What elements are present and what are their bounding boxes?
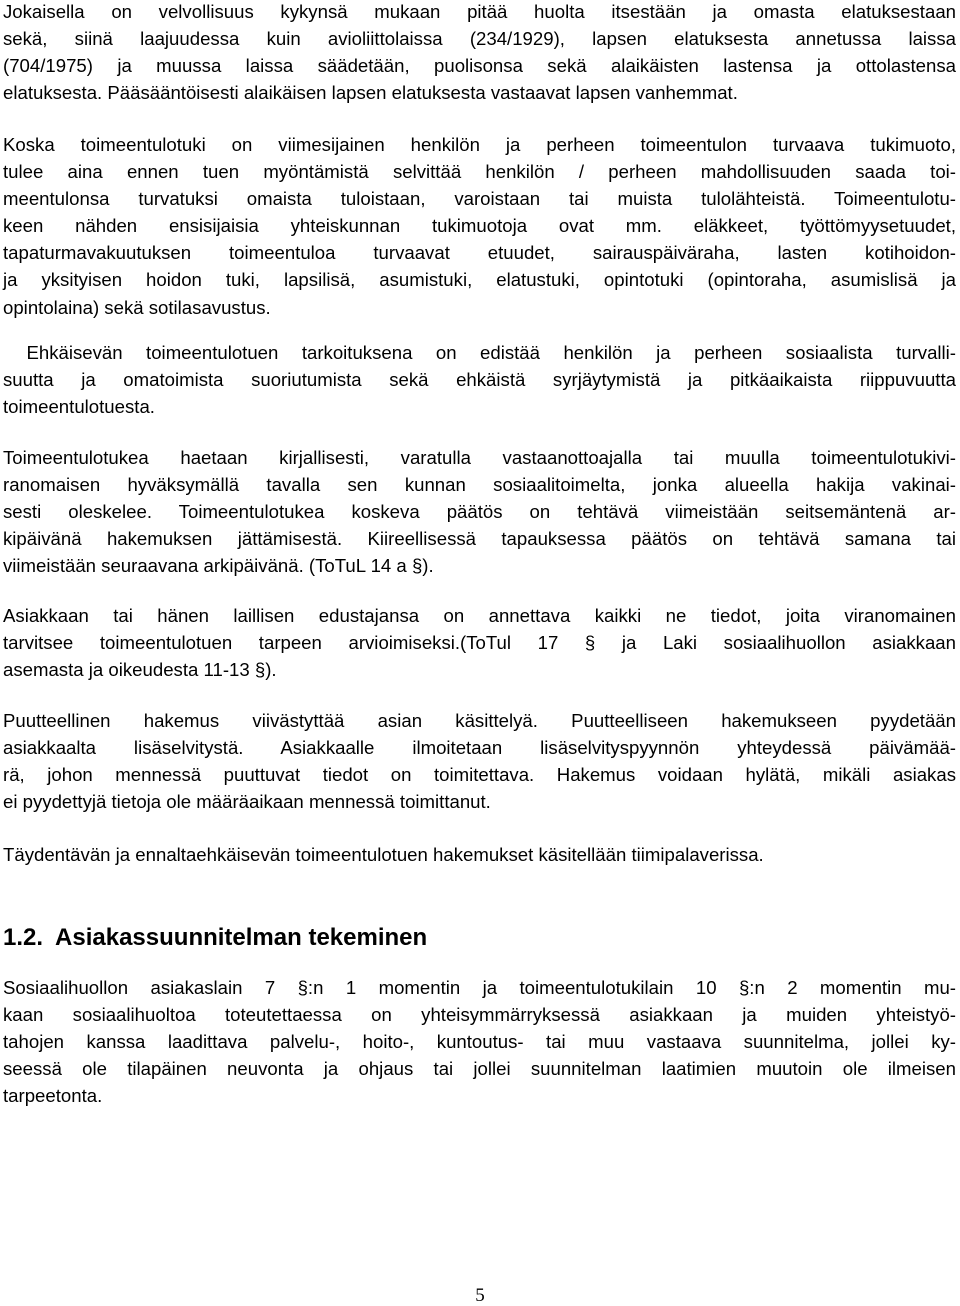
section-title: Asiakassuunnitelman tekeminen [55,924,428,951]
section-number: 1.2. [3,924,44,951]
text-line: tapaturmavakuutuksen toimeentuloa turvaavat etuudet, sairauspäiväraha, lasten kotihoidon- [3,242,956,264]
text-line: tarvitsee toimeentulotuen tarpeen arvioimiseksi.(ToTul 17 § ja Laki sosiaalihuollon asiakkaan [3,632,956,654]
text-line: ja yksityisen hoidon tuki, lapsilisä, asumistuki, elatustuki, opintotuki (opintoraha, asumislisä ja [3,269,956,291]
text-line: tarpeetonta. [3,1085,103,1107]
text-line: Sosiaalihuollon asiakaslain 7 §:n 1 momentin ja toimeentulotukilain 10 §:n 2 momentin mu- [3,977,956,998]
text-line: rä, johon mennessä puuttuvat tiedot on toimitettava. Hakemus voidaan hylätä, mikäli asiakas [3,764,956,786]
text-line: toimeentulotuesta. [3,396,155,418]
paragraph-elatusvelvollisuus [3,0,956,106]
paragraph-tiedot [3,602,956,683]
text-line: ranomaisen hyväksymällä tavalla sen kunnan sosiaalitoimelta, jonka alueella hakija vakinai- [3,474,956,496]
paragraph-puutteellinen [3,707,956,815]
text-line: asemasta ja oikeudesta 11-13 §). [3,659,277,681]
paragraph-asiakassuunnitelma [3,974,956,1109]
text-line: keen nähden ensisijaisia yhteiskunnan tukimuotoja ovat mm. eläkkeet, työttömyysetuudet, [3,215,956,237]
text-line: Jokaisella on velvollisuus kykynsä mukaan pitää huolta itsestään ja omasta elatuksestaan [3,1,956,22]
text-line: Täydentävän ja ennaltaehkäisevän toimeentulotuen hakemukset käsitellään tiimipalaverissa. [3,844,764,865]
text-line: kipäivänä hakemuksen jättämisestä. Kiireellisessä tapauksessa päätös on tehtävä samana tai [3,528,956,550]
paragraph-viimesijaisuus [3,131,956,321]
text-line: viimeistään seuraavana arkipäivänä. (ToTuL 14 a §). [3,555,434,577]
text-line: kaan sosiaalihuoltoa toteutettaessa on yhteisymmärryksessä asiakkaan ja muiden yhteistyö- [3,1004,956,1026]
text-line: asiakkaalta lisäselvitystä. Asiakkaalle ilmoitetaan lisäselvityspyynnön yhteydessä päivämää- [3,737,956,759]
text-line: suutta ja omatoimista suoriutumista sekä ehkäistä syrjäytymistä ja pitkäaikaista riippuvuutta [3,369,956,391]
text-line: ei pyydettyjä tietoja ole määräaikaan mennessä toimittanut. [3,791,491,813]
text-line: Toimeentulotukea haetaan kirjallisesti, varatulla vastaanottoajalla tai muulla toimeentulotukivi- [3,447,956,468]
paragraph-taydentava [3,841,956,868]
text-line: elatuksesta. Pääsääntöisesti alaikäisen lapsen elatuksesta vastaavat lapsen vanhemmat. [3,82,738,104]
text-line: sesti oleskelee. Toimeentulotukea koskeva päätös on tehtävä viimeistään seitsemäntenä ar- [3,501,956,523]
page-number: 5 [475,1285,485,1306]
text-line: opintolaina) sekä sotilasavustus. [3,296,271,318]
section-heading [3,923,427,953]
text-line: tulee aina ennen tuen myöntämistä selvittää henkilön / perheen mahdollisuuden saada toi- [3,161,956,183]
text-line: sekä, siinä laajuudessa kuin avioliittolaissa (234/1929), lapsen elatuksesta annetussa laissa [3,28,956,50]
text-line: tahojen kanssa laadittava palvelu-, hoito-, kuntoutus- tai muu vastaava suunnitelma, jollei ky- [3,1031,956,1053]
text-line: meentulonsa turvatuksi omaista tuloistaan, varoistaan tai muista tulolähteistä. Toimeentulotu- [3,188,956,210]
paragraph-ehkaiseva [3,339,956,420]
text-line: seessä ole tilapäinen neuvonta ja ohjaus tai jollei suunnitelman laatimien muutoin ole ilmeisen [3,1058,956,1080]
text-line: (704/1975) ja muussa laissa säädetään, puolisonsa sekä alaikäisten lastensa ja ottolastensa [3,55,956,77]
text-line: Puutteellinen hakemus viivästyttää asian käsittelyä. Puutteelliseen hakemukseen pyydetään [3,710,956,731]
paragraph-hakeminen [3,444,956,579]
text-line: Asiakkaan tai hänen laillisen edustajansa on annettava kaikki ne tiedot, joita viranomainen [3,605,956,626]
text-line: Koska toimeentulotuki on viimesijainen henkilön ja perheen toimeentulon turvaava tukimuoto, [3,134,956,155]
text-line: Ehkäisevän toimeentulotuen tarkoituksena on edistää henkilön ja perheen sosiaalista turvalli- [3,342,956,363]
